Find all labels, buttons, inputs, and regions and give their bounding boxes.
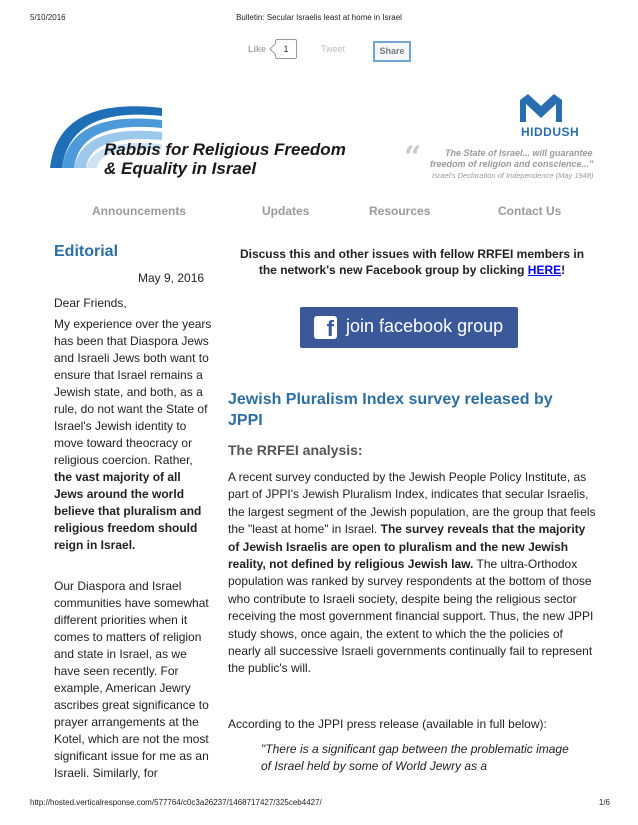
article-paragraph-end: The ultra-Orthodox population was ranked by survey respondents at the bottom of those who contribute to Israeli society, despite being the religious sector receiving the most government financial support. Thus, the new JPPI study shows, once again, the extent to which the the policies of nearly all successive Israeli governments continually fail to represent the public's will. bbox=[228, 557, 594, 676]
print-page-number: 1/6 bbox=[598, 798, 610, 807]
editorial-greeting: Dear Friends, bbox=[54, 296, 127, 310]
facebook-icon: f bbox=[314, 316, 337, 339]
share-button[interactable]: Share bbox=[373, 41, 411, 62]
facebook-button-label: join facebook group bbox=[346, 316, 504, 336]
partner-name: HIDDUSH bbox=[521, 125, 580, 139]
nav-resources[interactable]: Resources bbox=[369, 204, 431, 218]
print-url: http://hosted.verticalresponse.com/577764/c0c3a26237/1468717427/325ceb4427/ bbox=[30, 798, 322, 807]
declaration-quote-line2: freedom of religion and conscience..." bbox=[430, 159, 594, 169]
quote-mark-icon: “ bbox=[404, 140, 422, 175]
article-heading: Jewish Pluralism Index survey released by JPPI bbox=[228, 391, 553, 429]
facebook-discuss-text bbox=[232, 246, 592, 278]
editorial-paragraph-1-text: My experience over the years has been that Diaspora Jews and Israeli Jews both want to ensure that Israel remains a Jewish state, and both, as a rule, do not want the State of Israel's Jewish identity to move toward theocracy or religious coercion. Rather, bbox=[54, 317, 212, 467]
like-button[interactable]: Like bbox=[248, 44, 267, 54]
press-release-quote: "There is a significant gap between the problematic image of Israel held by some of World Jewry as a bbox=[261, 742, 569, 773]
nav-announcements[interactable]: Announcements bbox=[92, 204, 187, 218]
org-name-line1: Rabbis for Religious Freedom bbox=[104, 140, 346, 159]
editorial-paragraph-1-bold: the vast majority of all Jews around the world believe that pluralism and religious freedom should reign in Israel. bbox=[54, 470, 202, 552]
declaration-quote-line1: The State of Israel... will guarantee bbox=[445, 148, 593, 158]
editorial-paragraph-1 bbox=[54, 316, 212, 554]
article-paragraph-start: A recent survey conducted by the Jewish People Policy Institute, as part of JPPI's Jewish Pluralism Index, indicates that secular Israelis, the largest segment of the Jewish population, are the group that feels the "least at home" in Israel. bbox=[228, 470, 596, 537]
tweet-button[interactable]: Tweet bbox=[321, 44, 346, 54]
nav-updates[interactable]: Updates bbox=[262, 204, 310, 218]
hiddush-logo-icon bbox=[518, 92, 564, 124]
print-title: Bulletin: Secular Israelis least at home in Israel bbox=[236, 13, 402, 22]
article-subheading: The RRFEI analysis: bbox=[228, 442, 363, 458]
discuss-text: Discuss this and other issues with fellow RRFEI members in the network's new Facebook group by clicking bbox=[239, 247, 585, 277]
article-paragraph bbox=[228, 469, 596, 678]
nav-contact-us[interactable]: Contact Us bbox=[498, 204, 562, 218]
editorial-paragraph-2: Our Diaspora and Israel communities have somewhat different priorities when it comes to matters of religion and state in Israel, as we have seen recently. For example, American Jewry ascribes great significance to prayer arrangements at the Kotel, which are not the most significant issue for me as an Israeli. Similarly, for bbox=[54, 579, 209, 780]
join-facebook-group-button[interactable] bbox=[300, 307, 518, 348]
like-count-badge: 1 bbox=[275, 39, 297, 59]
print-date: 5/10/2016 bbox=[30, 13, 66, 22]
facebook-here-link[interactable]: HERE bbox=[527, 263, 562, 277]
editorial-date: May 9, 2016 bbox=[138, 271, 205, 285]
press-release-intro: According to the JPPI press release (available in full below): bbox=[228, 717, 547, 731]
article-paragraph-bold: The survey reveals that the majority of Jewish Israelis are open to pluralism and the new Jewish reality, not defined by religious Jewish law. bbox=[228, 522, 586, 572]
discuss-exclamation: ! bbox=[561, 263, 566, 277]
org-name-line2: & Equality in Israel bbox=[104, 159, 257, 178]
editorial-heading: Editorial bbox=[54, 243, 119, 260]
declaration-quote-source: Israel's Declaration of Independence (May 1948) bbox=[432, 171, 594, 180]
